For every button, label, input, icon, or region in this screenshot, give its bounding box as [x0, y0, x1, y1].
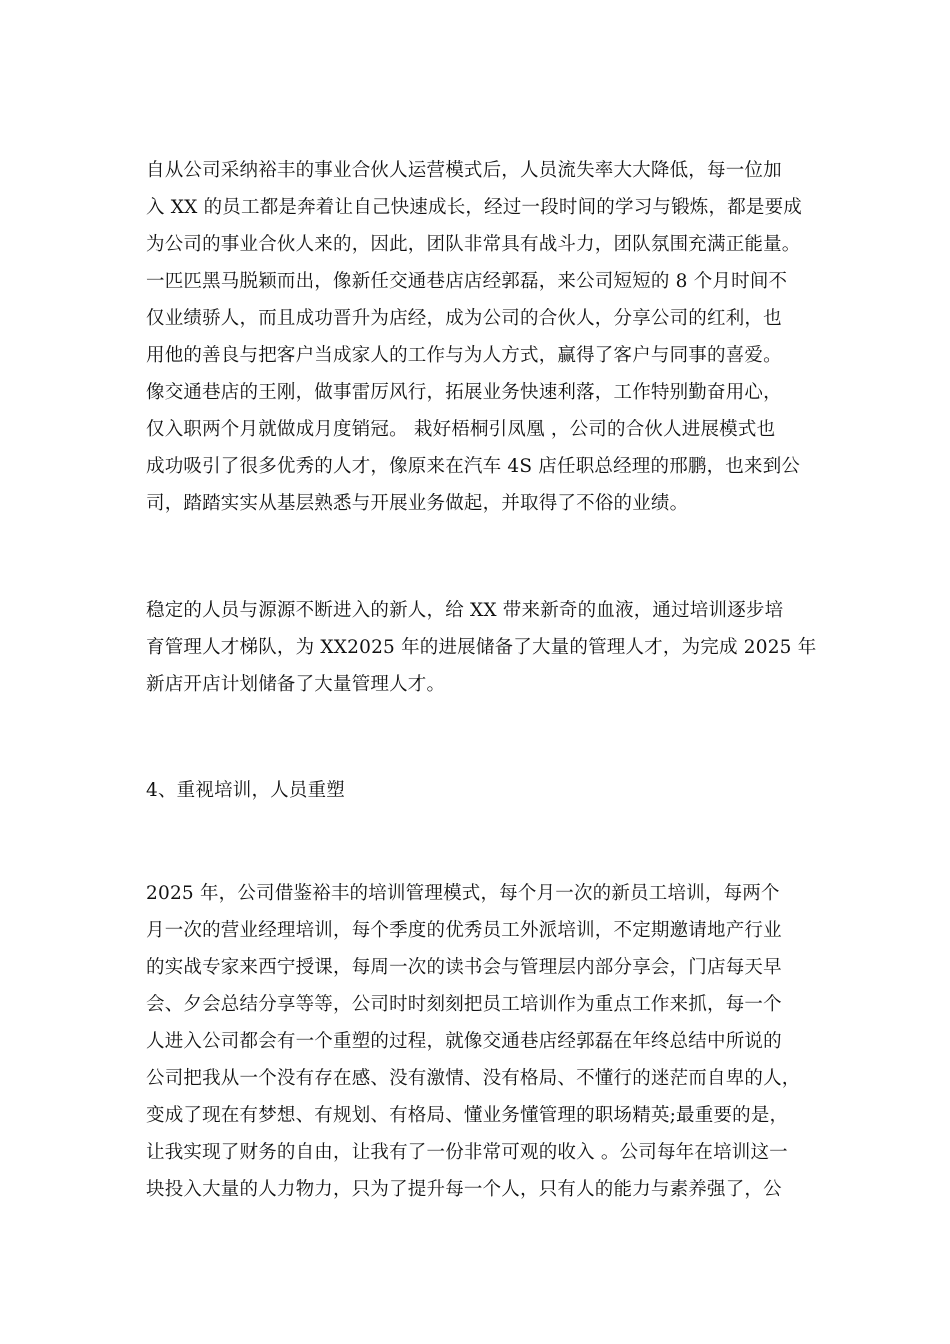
paragraph-2-line-3: 新店开店计划储备了大量管理人才。: [146, 674, 446, 695]
paragraph-1-line-9: 成功吸引了很多优秀的人才，像原来在汽车 4S 店任职总经理的邢鹏，也来到公: [146, 456, 801, 477]
paragraph-2-line-2: 育管理人才梯队，为 XX2025 年的进展储备了大量的管理人才，为完成 2025 年: [146, 637, 817, 658]
section-heading-4: 4、重视培训，人员重塑: [146, 780, 345, 801]
paragraph-3-line-2: 月一次的营业经理培训，每个季度的优秀员工外派培训，不定期邀请地产行业: [146, 920, 782, 941]
paragraph-3-line-7: 变成了现在有梦想、有规划、有格局、懂业务懂管理的职场精英;最重要的是，: [146, 1105, 789, 1126]
paragraph-3-line-9: 块投入大量的人力物力，只为了提升每一个人，只有人的能力与素养强了，公: [146, 1179, 782, 1200]
paragraph-1-line-6: 用他的善良与把客户当成家人的工作与为人方式，赢得了客户与同事的喜爱。: [146, 345, 782, 366]
paragraph-1-line-4: 一匹匹黑马脱颖而出，像新任交通巷店店经郭磊，来公司短短的 8 个月时间不: [146, 271, 788, 292]
paragraph-3-line-8: 让我实现了财务的自由，让我有了一份非常可观的收入 。公司每年在培训这一: [146, 1142, 788, 1163]
paragraph-1-line-1: 自从公司采纳裕丰的事业合伙人运营模式后，人员流失率大大降低，每一位加: [146, 160, 782, 181]
paragraph-3-line-3: 的实战专家来西宁授课，每周一次的读书会与管理层内部分享会，门店每天早: [146, 957, 782, 978]
paragraph-1-line-10: 司，踏踏实实从基层熟悉与开展业务做起，并取得了不俗的业绩。: [146, 493, 689, 514]
paragraph-1-line-2: 入 XX 的员工都是奔着让自己快速成长，经过一段时间的学习与锻炼，都是要成: [146, 197, 803, 218]
paragraph-1-line-3: 为公司的事业合伙人来的，因此，团队非常具有战斗力，团队氛围充满正能量。: [146, 234, 801, 255]
paragraph-2-line-1: 稳定的人员与源源不断进入的新人，给 XX 带来新奇的血液，通过培训逐步培: [146, 600, 784, 621]
paragraph-1-line-7: 像交通巷店的王刚，做事雷厉风行，拓展业务快速利落，工作特别勤奋用心，: [146, 382, 782, 403]
paragraph-3-line-4: 会、夕会总结分享等等，公司时时刻刻把员工培训作为重点工作来抓，每一个: [146, 994, 782, 1015]
paragraph-1-line-5: 仅业绩骄人，而且成功晋升为店经，成为公司的合伙人，分享公司的红利，也: [146, 308, 782, 329]
paragraph-1-line-8: 仅入职两个月就做成月度销冠。 栽好梧桐引凤凰 ，公司的合伙人进展模式也: [146, 419, 776, 440]
paragraph-3-line-5: 人进入公司都会有一个重塑的过程，就像交通巷店经郭磊在年终总结中所说的: [146, 1031, 782, 1052]
paragraph-3-line-6: 公司把我从一个没有存在感、没有激情、没有格局、不懂行的迷茫而自卑的人，: [146, 1068, 801, 1089]
paragraph-3-line-1: 2025 年，公司借鉴裕丰的培训管理模式，每个月一次的新员工培训，每两个: [146, 883, 780, 904]
